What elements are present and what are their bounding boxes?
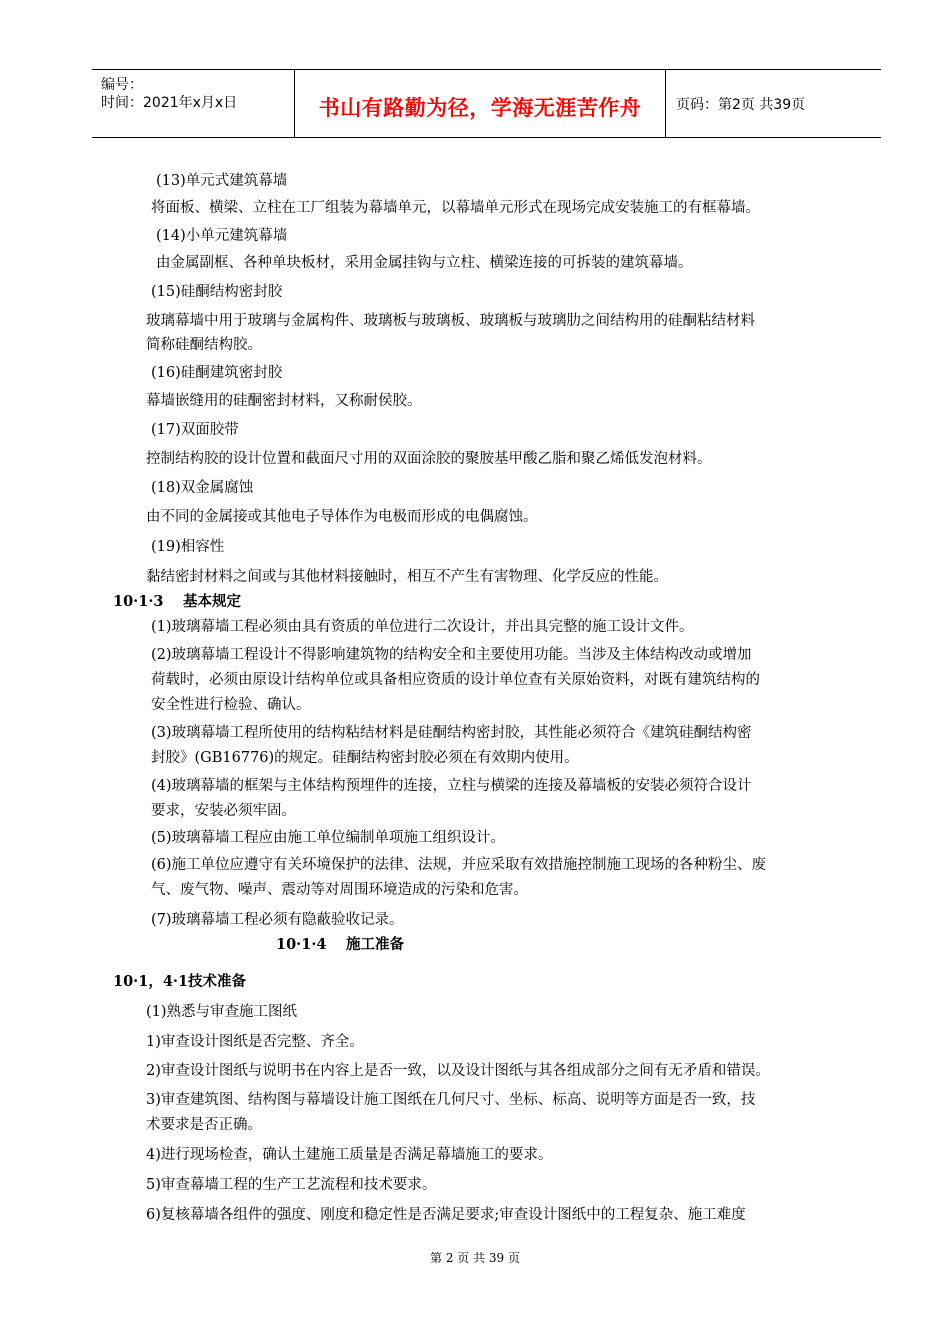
section-10-1-4-1-heading: 10·1，4·1技术准备 xyxy=(113,973,247,990)
term-15-definition-cont: 简称硅酮结构胶。 xyxy=(146,337,262,353)
term-13-heading: (13)单元式建筑幕墙 xyxy=(156,173,288,189)
term-15-definition: 玻璃幕墙中用于玻璃与金属构件、玻璃板与玻璃板、玻璃板与玻璃肋之间结构用的硅酮粘结材料 xyxy=(146,313,755,329)
term-18-heading: (18)双金属腐蚀 xyxy=(151,480,254,496)
prep-sub-1: 1)审查设计图纸是否完整、齐全。 xyxy=(146,1034,364,1050)
document-header xyxy=(92,69,881,138)
header-meta-cell xyxy=(92,70,295,137)
term-18-definition: 由不同的金属接或其他电子导体作为电极而形成的电偶腐蚀。 xyxy=(146,509,538,525)
prep-sub-6: 6)复核幕墙各组件的强度、刚度和稳定性是否满足要求;审查设计图纸中的工程复杂、施工难度 xyxy=(146,1207,746,1223)
term-14-definition: 由金属副框、各种单块板材，采用金属挂钩与立柱、横梁连接的可拆装的建筑幕墙。 xyxy=(156,255,693,271)
prep-sub-4: 4)进行现场检查，确认土建施工质量是否满足幕墙施工的要求。 xyxy=(146,1147,553,1163)
rule-2-cont-1: 荷载时，必须由原设计结构单位或具备相应资质的设计单位查有关原始资料，对既有建筑结构的 xyxy=(151,672,760,688)
term-17-heading: (17)双面胶带 xyxy=(151,422,239,438)
prep-sub-2: 2)审查设计图纸与说明书在内容上是否一致，以及设计图纸与其各组成部分之间有无矛盾和错误。 xyxy=(146,1063,770,1079)
prep-sub-5: 5)审查幕墙工程的生产工艺流程和技术要求。 xyxy=(146,1177,437,1193)
term-17-definition: 控制结构胶的设计位置和截面尺寸用的双面涂胶的聚胺基甲酸乙脂和聚乙烯低发泡材料。 xyxy=(146,451,712,467)
prep-item-1: (1)熟悉与审查施工图纸 xyxy=(146,1004,298,1020)
term-14-heading: (14)小单元建筑幕墙 xyxy=(156,228,288,244)
page-footer: 第 2 页 共 39 页 xyxy=(430,1251,520,1265)
section-10-1-4-heading: 10·1·4 施工准备 xyxy=(276,936,405,953)
motto-text: 书山有路勤为径，学海无涯苦作舟 xyxy=(318,96,642,120)
rule-4: (4)玻璃幕墙的框架与主体结构预埋件的连接，立柱与横梁的连接及幕墙板的安装必须符合设计 xyxy=(151,778,752,794)
page-info: 页码：第2页 共39页 xyxy=(676,97,806,113)
term-16-definition: 幕墙嵌缝用的硅酮密封材料，又称耐侯胶。 xyxy=(146,393,422,409)
prep-sub-3-cont: 术要求是否正确。 xyxy=(146,1117,262,1133)
rule-6: (6)施工单位应遵守有关环境保护的法律、法规，并应采取有效措施控制施工现场的各种粉尘、废 xyxy=(151,857,767,873)
serial-number-label: 编号： xyxy=(101,77,143,93)
rule-6-cont: 气、废气物、噪声、震动等对周围环境造成的污染和危害。 xyxy=(151,882,528,898)
rule-2: (2)玻璃幕墙工程设计不得影响建筑物的结构安全和主要使用功能。当涉及主体结构改动或增加 xyxy=(151,647,752,663)
term-19-heading: (19)相容性 xyxy=(151,539,225,555)
term-15-heading: (15)硅酮结构密封胶 xyxy=(151,284,283,300)
rule-7: (7)玻璃幕墙工程必须有隐蔽验收记录。 xyxy=(151,912,404,928)
term-19-definition: 黏结密封材料之间或与其他材料接触时，相互不产生有害物理、化学反应的性能。 xyxy=(146,569,668,585)
rule-5: (5)玻璃幕墙工程应由施工单位编制单项施工组织设计。 xyxy=(151,830,506,846)
prep-sub-3: 3)审查建筑图、结构图与幕墙设计施工图纸在几何尺寸、坐标、标高、说明等方面是否一致，技 xyxy=(146,1092,756,1108)
rule-3: (3)玻璃幕墙工程所使用的结构粘结材料是硅酮结构密封胶，其性能必须符合《建筑硅酮结构密 xyxy=(151,725,752,741)
rule-1: (1)玻璃幕墙工程必须由具有资质的单位进行二次设计，并出具完整的施工设计文件。 xyxy=(151,619,694,635)
date-label: 时间：2021年x月x日 xyxy=(101,95,238,111)
rule-3-cont: 封胶》(GB16776)的规定。硅酮结构密封胶必须在有效期内使用。 xyxy=(151,750,579,766)
rule-2-cont-2: 安全性进行检验、确认。 xyxy=(151,697,311,713)
header-motto-cell xyxy=(295,70,666,137)
term-16-heading: (16)硅酮建筑密封胶 xyxy=(151,365,283,381)
rule-4-cont: 要求，安装必须牢固。 xyxy=(151,803,296,819)
section-10-1-3-heading: 10·1·3 基本规定 xyxy=(113,593,242,610)
term-13-definition: 将面板、横梁、立柱在工厂组装为幕墙单元，以幕墙单元形式在现场完成安装施工的有框幕墙。 xyxy=(151,200,760,216)
